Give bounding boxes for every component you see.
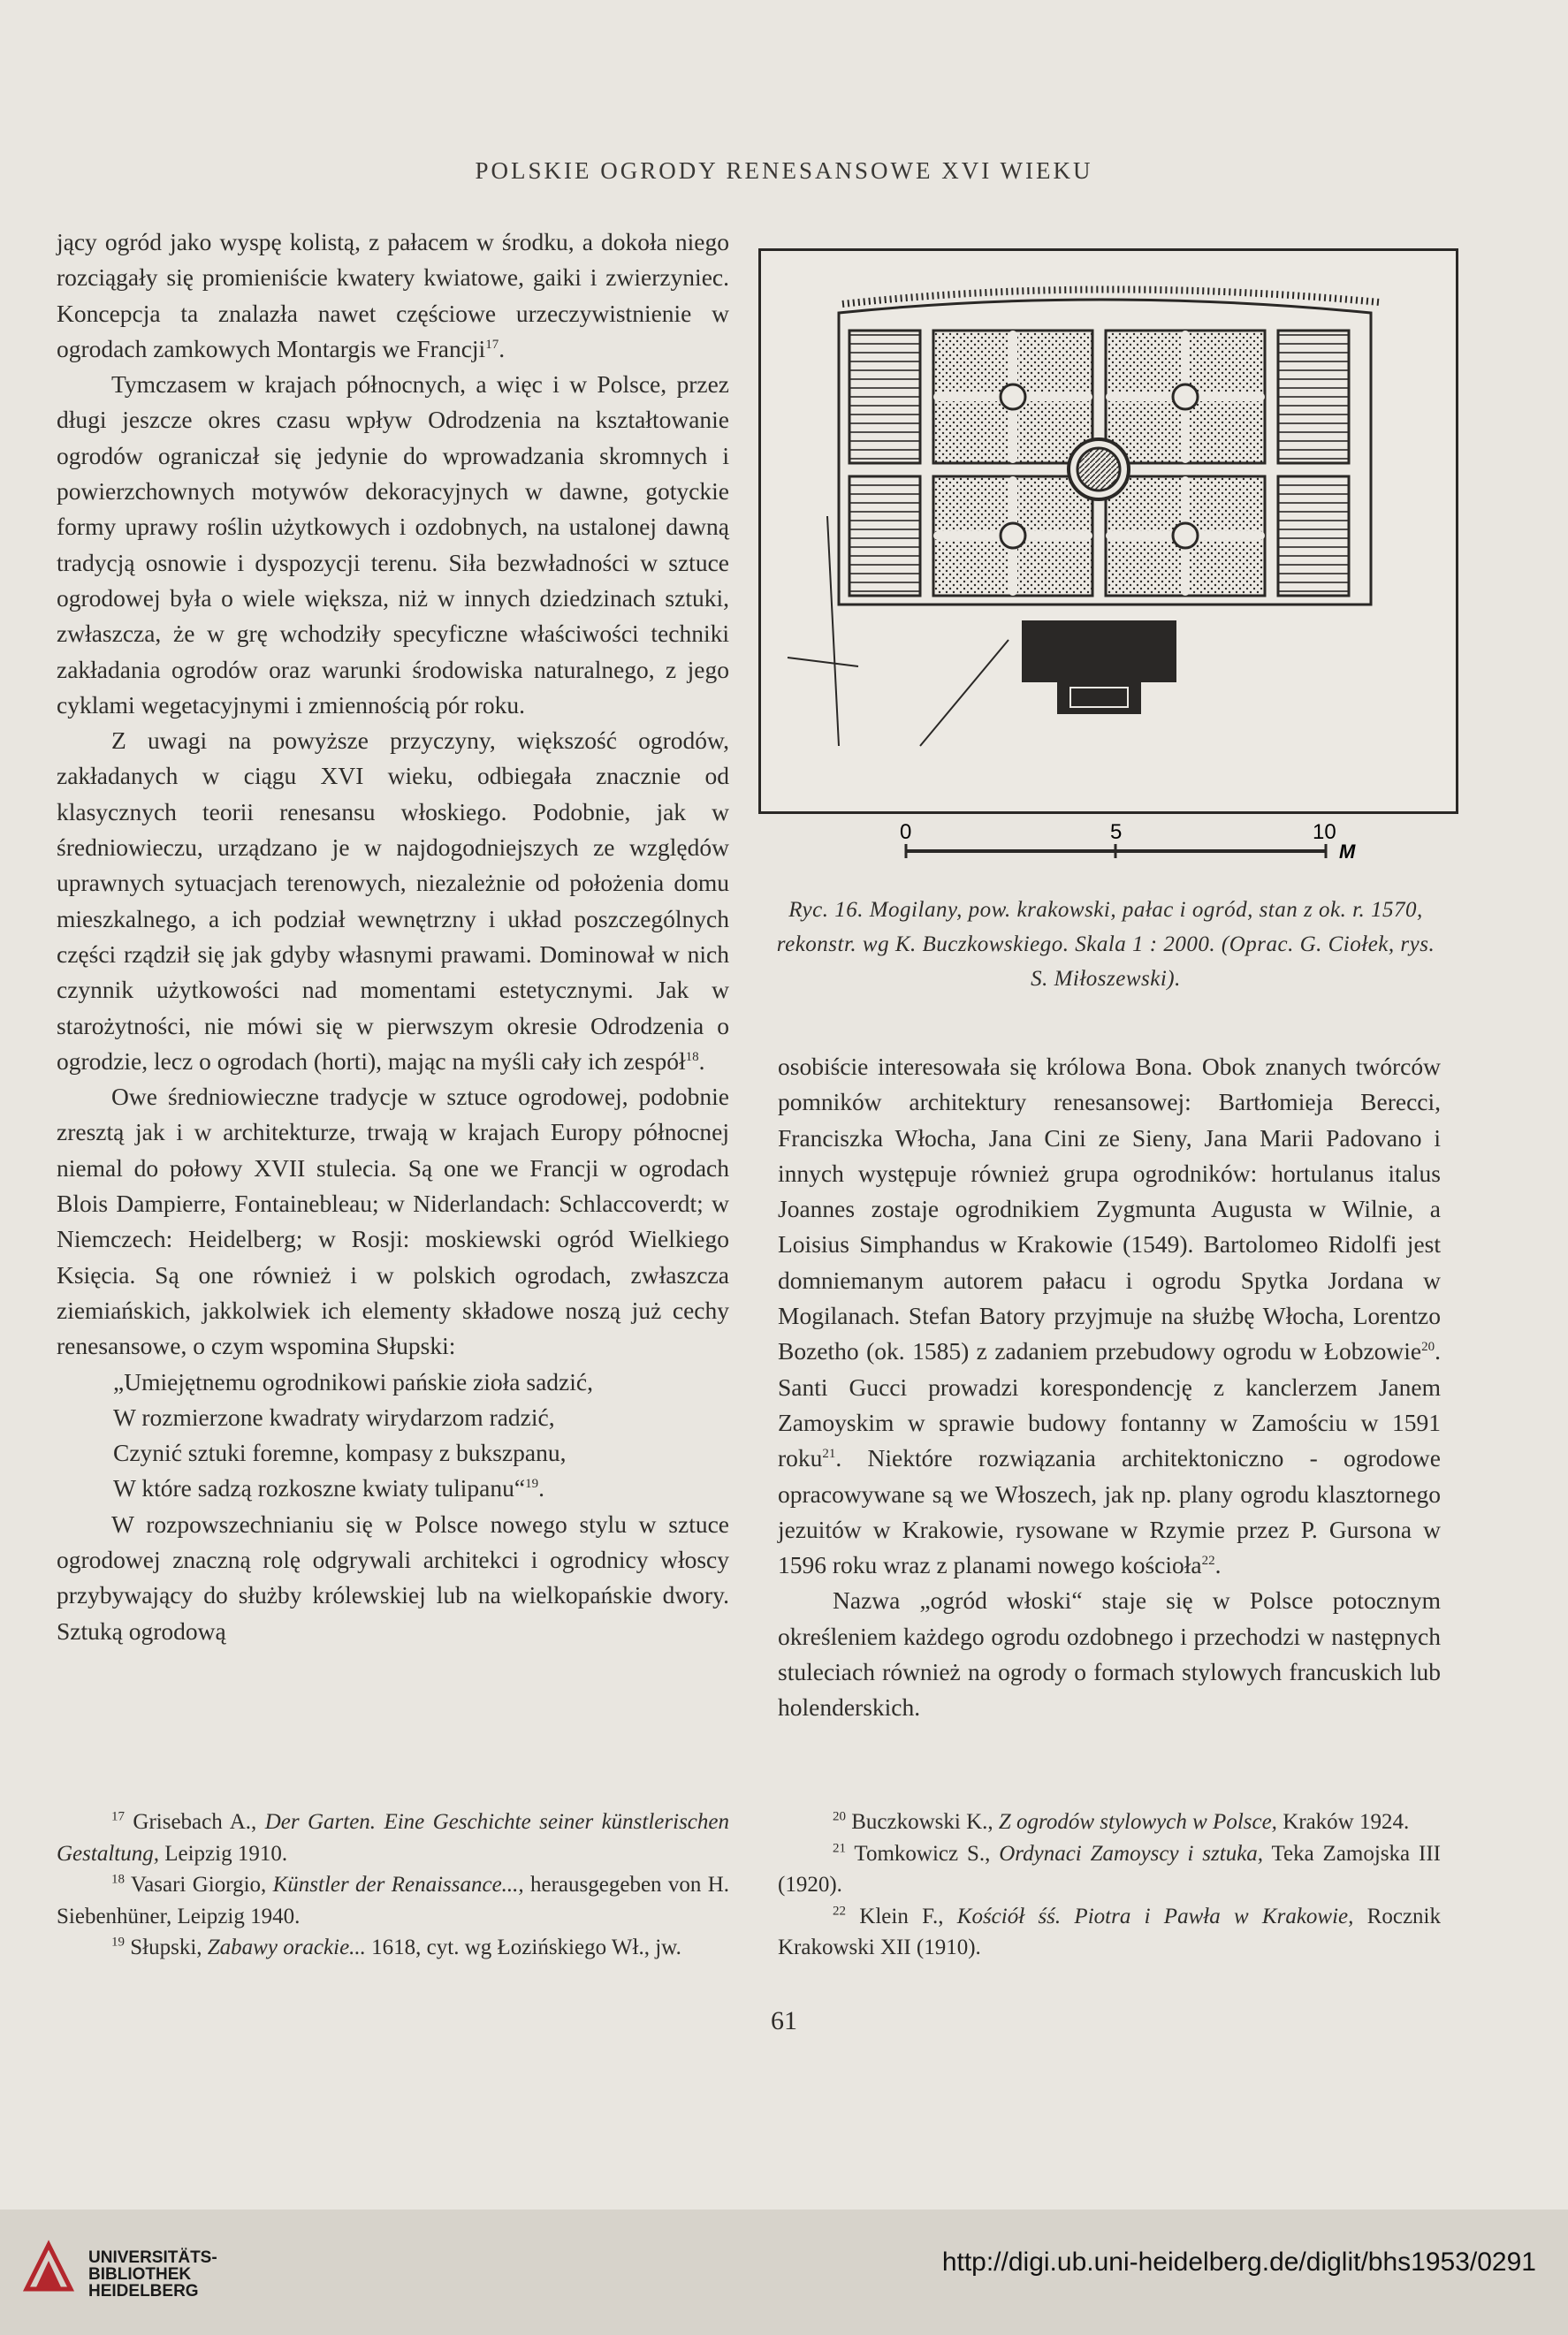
footnote-text: Rocznik Krakowski XII (1910).	[778, 1904, 1441, 1959]
footnote-title: Künstler der Renaissance...,	[272, 1873, 524, 1897]
paragraph-text: . Santi Gucci prowadzi korespondencję z kanclerzem Janem Zamoyskim w sprawie budowy fontanny w Zamościu w 1591 roku	[778, 1337, 1441, 1472]
footnote-title: Z ogrodów stylowych w Polsce,	[998, 1810, 1277, 1834]
footnote-number: 19	[111, 1935, 125, 1950]
footnote-text: Tomkowicz S.,	[854, 1841, 1000, 1866]
footnote-title: Ordynaci Zamoyscy i sztuka,	[999, 1841, 1264, 1866]
footnotes-left	[57, 1806, 729, 1964]
footnote-ref[interactable]: 17	[485, 337, 499, 352]
footnote-number: 22	[833, 1904, 846, 1919]
footnote-ref[interactable]: 21	[822, 1447, 836, 1462]
scale-label: 0	[900, 820, 912, 844]
footnote-title: Zabawy orackie...	[207, 1936, 366, 1959]
verse-end: .	[538, 1474, 544, 1502]
garden-plan-drawing	[761, 251, 1456, 811]
scale-label: 10	[1313, 820, 1336, 844]
verse-line: W rozmierzone kwadraty wirydarzom radzić,	[113, 1403, 555, 1431]
paragraph: Owe średniowieczne tradycje w sztuce ogrodowej, podobnie zresztą jak i w architekturze, trwają w krajach Europy północnej niemal do połowy XVII stulecia. Są one we Francji w ogrodach Blois Dampierre, Fontainebleau; w Niderlandach: Schlaccoverdt; w Niemczech: Heidelberg; w Rosji: moskiewski ogród Wielkiego Księcia. Są one również i w polskich ogrodach, zwłaszcza ziemiańskich, jakkolwiek ich elementy składowe noszą już cechy renesansowe, o czym wspomina Słupski:	[57, 1083, 729, 1360]
footnote	[778, 1901, 1441, 1964]
paragraph	[778, 1049, 1441, 1583]
paragraph	[57, 224, 729, 367]
footnote-number: 18	[111, 1872, 125, 1887]
verse-line	[113, 1471, 729, 1506]
footnote-number: 17	[111, 1809, 125, 1824]
garden-plan-figure	[758, 248, 1458, 814]
verse-line: „Umiejętnemu ogrodnikowi pańskie zioła sadzić,	[113, 1367, 593, 1396]
footnote-text: Słupski,	[130, 1936, 208, 1959]
running-head: POLSKIE OGRODY RENESANSOWE XVI WIEKU	[475, 157, 1093, 184]
footnote-ref[interactable]: 22	[1201, 1554, 1215, 1568]
library-logo-icon	[18, 2236, 80, 2298]
paragraph: Nazwa „ogród włoski“ staje się w Polsce potocznym określeniem każdego ogrodu ozdobnego i przechodzi w następnych stuleciach również na ogrody o formach stylowych francuskich lub holenderskich.	[778, 1586, 1441, 1722]
footnote-text: Vasari Giorgio,	[130, 1873, 273, 1897]
footnote	[57, 1806, 729, 1869]
page-number: 61	[771, 2006, 797, 2035]
paragraph-end: .	[499, 334, 506, 362]
left-column	[57, 224, 729, 1649]
right-column	[778, 1049, 1441, 1726]
scale-label: 5	[1110, 820, 1123, 844]
paragraph-text: osobiście interesowała się królowa Bona. Obok znanych twórców pomników architektury renesansowej: Bartłomieja Berecci, Franciszka Włocha, Jana Cini ze Sieny, Jana Marii Padovano i innych występuje również grupa ogrodników: hortulanus italus Joannes zostaje ogrodnikiem Zygmunta Augusta w Wilnie, a Loisius Simphandus w Krakowie (1549). Bartolomeo Ridolfi jest domniemanym autorem pałacu i ogrodu Spytka Jordana w Mogilanach. Stefan Batory przyjmuje na służbę Włocha, Lorentzo Bozetho (ok. 1585) z zadaniem przebudowy ogrodu w Łobzowie	[778, 1053, 1441, 1365]
footnote-ref[interactable]: 20	[1421, 1340, 1435, 1355]
footnote-text: Leipzig 1910.	[158, 1841, 288, 1866]
logo-line: BIBLIOTHEK	[88, 2265, 192, 2284]
paragraph-text: . Niektóre rozwiązania architektoniczno - ogrodowe opracowywane są we Włoszech, jak np. plany ogrodu klasztornego jezuitów w Krakowie, rysowane w Rzymie przez P. Gursona w 1596 roku wraz z planami nowego kościoła	[778, 1444, 1441, 1579]
figure-caption: Ryc. 16. Mogilany, pow. krakowski, pałac i ogród, stan z ok. r. 1570, rekonstr. wg K. Buczkowskiego. Skala 1 : 2000. (Oprac. G. Ciołek, rys. S. Miłoszewski).	[776, 898, 1435, 991]
footnote-title: Der Garten. Eine Geschichte seiner künstlerischen Gestaltung,	[57, 1810, 729, 1866]
scale-unit: M	[1339, 840, 1356, 862]
footnote	[778, 1806, 1441, 1838]
paragraph	[57, 723, 729, 1079]
paragraph: Tymczasem w krajach północnych, a więc i w Polsce, przez długi jeszcze okres czasu wpływ Odrodzenia na kształtowanie ogrodów ograniczał się jedynie do wprowadzania skromnych i powierzchownych motywów dekoracyjnych w dawne, gotyckie formy uprawy roślin użytkowych i ozdobnych, na ustalonej dawną tradycją osnowie i dyspozycji terenu. Siła bezwładności w sztuce ogrodowej była o wiele większa, niż w innych dziedzinach sztuki, zwłaszcza, że w grę wchodziły specyficzne właściwości techniki zakładania ogrodów oraz warunki środowiska naturalnego, z jego cyklami wegetacyjnymi i zmiennością pór roku.	[57, 370, 729, 719]
footnote-number: 20	[833, 1809, 846, 1824]
verse-text: W które sadzą rozkoszne kwiaty tulipanu“	[113, 1474, 526, 1502]
paragraph: W rozpowszechnianiu się w Polsce nowego stylu w sztuce ogrodowej znaczną rolę odgrywali architekci i ogrodnicy włoscy przybywający do służby królewskiej lub na wielkopańskie dwory. Sztuką ogrodową	[57, 1510, 729, 1645]
logo-line: UNIVERSITÄTS-	[88, 2248, 217, 2267]
footnote	[778, 1838, 1441, 1901]
paragraph-end: .	[698, 1046, 705, 1075]
footnote-text: herausgegeben von H. Siebenhüner, Leipzig 1940.	[57, 1873, 729, 1928]
paragraph-text: jący ogród jako wyspę kolistą, z pałacem w środku, a dokoła niego rozciągały się promieniście kwatery kwiatowe, gaiki i zwierzyniec. Koncepcja ta znalazła nawet częściowe urzeczywistnienie w ogrodach zamkowych Montargis we Francji	[57, 228, 729, 362]
library-logo-text	[88, 2249, 217, 2300]
footnote-text: Buczkowski K.,	[851, 1810, 999, 1834]
footnote-ref[interactable]: 18	[685, 1049, 699, 1064]
footnotes-right	[778, 1806, 1441, 1964]
footnote-title: Kościół śś. Piotra i Pawła w Krakowie,	[956, 1904, 1354, 1928]
footnote-text: Klein F.,	[859, 1904, 957, 1928]
footnote-text: Kraków 1924.	[1276, 1810, 1410, 1834]
scale-bar	[893, 818, 1388, 862]
footnote	[57, 1932, 729, 1964]
paragraph-text: Z uwagi na powyższe przyczyny, większość ogrodów, zakładanych w ciągu XVI wieku, odbiegała znacznie od klasycznych teorii renesansu włoskiego. Podobnie, jak w średniowieczu, urządzano je w najdogodniejszych ze względów uprawnych sytuacjach terenowych, niezależnie od położenia domu mieszkalnego, a ich podział wewnętrzny i układ poszczególnych części rządził się jak gdyby własnymi prawami. Dominował w nich czynnik użytkowości nad momentami estetycznymi. Jak w starożytności, nie mówi się w pierwszym okresie Odrodzenia o ogrodzie, lecz o ogrodach (horti), mając na myśli cały ich zespół	[57, 726, 729, 1075]
verse-quote	[57, 1365, 729, 1507]
footnote-text: 1618, cyt. wg Łozińskiego Wł., jw.	[365, 1936, 681, 1959]
logo-line: HEIDELBERG	[88, 2282, 199, 2301]
source-url-link[interactable]: http://digi.ub.uni-heidelberg.de/diglit/bhs1953/0291	[941, 2248, 1536, 2277]
footnote-number: 21	[833, 1841, 846, 1856]
verse-line: Czynić sztuki foremne, kompasy z bukszpanu,	[113, 1439, 567, 1467]
footnote-text: Grisebach A.,	[133, 1810, 265, 1834]
footnote-ref[interactable]: 19	[525, 1477, 539, 1492]
footnote	[57, 1869, 729, 1932]
footnote-text: Teka Zamojska III (1920).	[778, 1841, 1441, 1897]
paragraph-end: .	[1214, 1551, 1222, 1579]
